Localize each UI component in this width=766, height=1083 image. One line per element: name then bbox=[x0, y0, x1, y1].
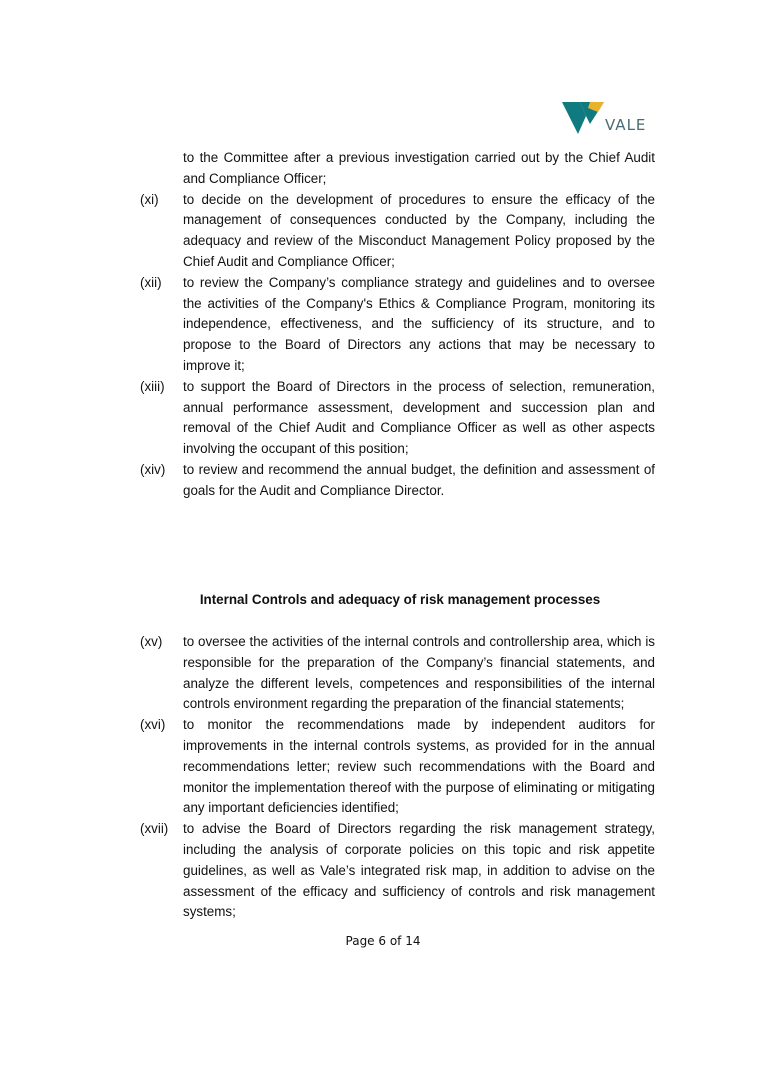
list-item bbox=[140, 715, 655, 819]
vale-logo-mark-icon bbox=[560, 100, 606, 140]
item-text: to advise the Board of Directors regarding the risk management strategy, including the analysis of corporate policies on this topic and risk appetite guidelines, as well as Vale’s integrated risk map, in addition to advise on the assessment of the efficacy and sufficiency of controls and risk management systems; bbox=[183, 821, 655, 920]
item-number: (xv) bbox=[140, 634, 163, 649]
vale-logo-text: VALE bbox=[605, 116, 647, 134]
item-text: to monitor the recommendations made by independent auditors for improvements in the internal controls systems, as provided for in the annual recommendations letter; review such recommendations with the Board and monitor the implementation thereof with the purpose of eliminating or mitigating any important deficiencies identified; bbox=[183, 717, 655, 816]
list-item bbox=[140, 819, 655, 923]
item-text: to support the Board of Directors in the process of selection, remuneration, annual performance assessment, development and succession plan and removal of the Chief Audit and Compliance Officer as well as other aspects involving the occupant of this position; bbox=[183, 378, 655, 457]
page-number: Page 6 of 14 bbox=[345, 934, 421, 948]
item-text: to review the Company’s compliance strategy and guidelines and to oversee the activities of the Company's Ethics & Compliance Program, monitoring its independence, effectiveness, and the sufficiency of its structure, and to propose to the Board of Directors any actions that may be necessary to improve it; bbox=[183, 274, 655, 373]
item-number: (xvi) bbox=[140, 717, 166, 733]
item-number: (xvii) bbox=[140, 821, 169, 837]
section-1-list bbox=[140, 148, 655, 502]
item-number: (xii) bbox=[140, 274, 162, 290]
section-2-list bbox=[140, 632, 655, 923]
section-heading: Internal Controls and adequacy of risk management processes bbox=[199, 592, 601, 607]
list-item bbox=[140, 377, 655, 460]
item-text: to oversee the activities of the internal controls and controllership area, which is responsible for the preparation of the Company’s financial statements, and analyze the different levels, competences and responsibilities of the internal controls environment regarding the preparation of the financial statements; bbox=[183, 634, 655, 712]
item-text: to decide on the development of procedures to ensure the efficacy of the management of consequences conducted by the Company, including the adequacy and review of the Misconduct Management Policy proposed by the Chief Audit and Compliance Officer; bbox=[183, 191, 655, 269]
list-item bbox=[140, 632, 655, 715]
vale-logo bbox=[560, 100, 660, 140]
list-item bbox=[140, 273, 655, 377]
item-number: (xiv) bbox=[140, 461, 166, 477]
list-item bbox=[140, 460, 655, 502]
continuation-paragraph: to the Committee after a previous investigation carried out by the Chief Audit and Compliance Officer; bbox=[183, 150, 655, 186]
list-item bbox=[140, 190, 655, 273]
item-number: (xiii) bbox=[140, 378, 165, 394]
item-text: to review and recommend the annual budget, the definition and assessment of goals for the Audit and Compliance Director. bbox=[183, 461, 655, 498]
item-number: (xi) bbox=[140, 191, 159, 207]
